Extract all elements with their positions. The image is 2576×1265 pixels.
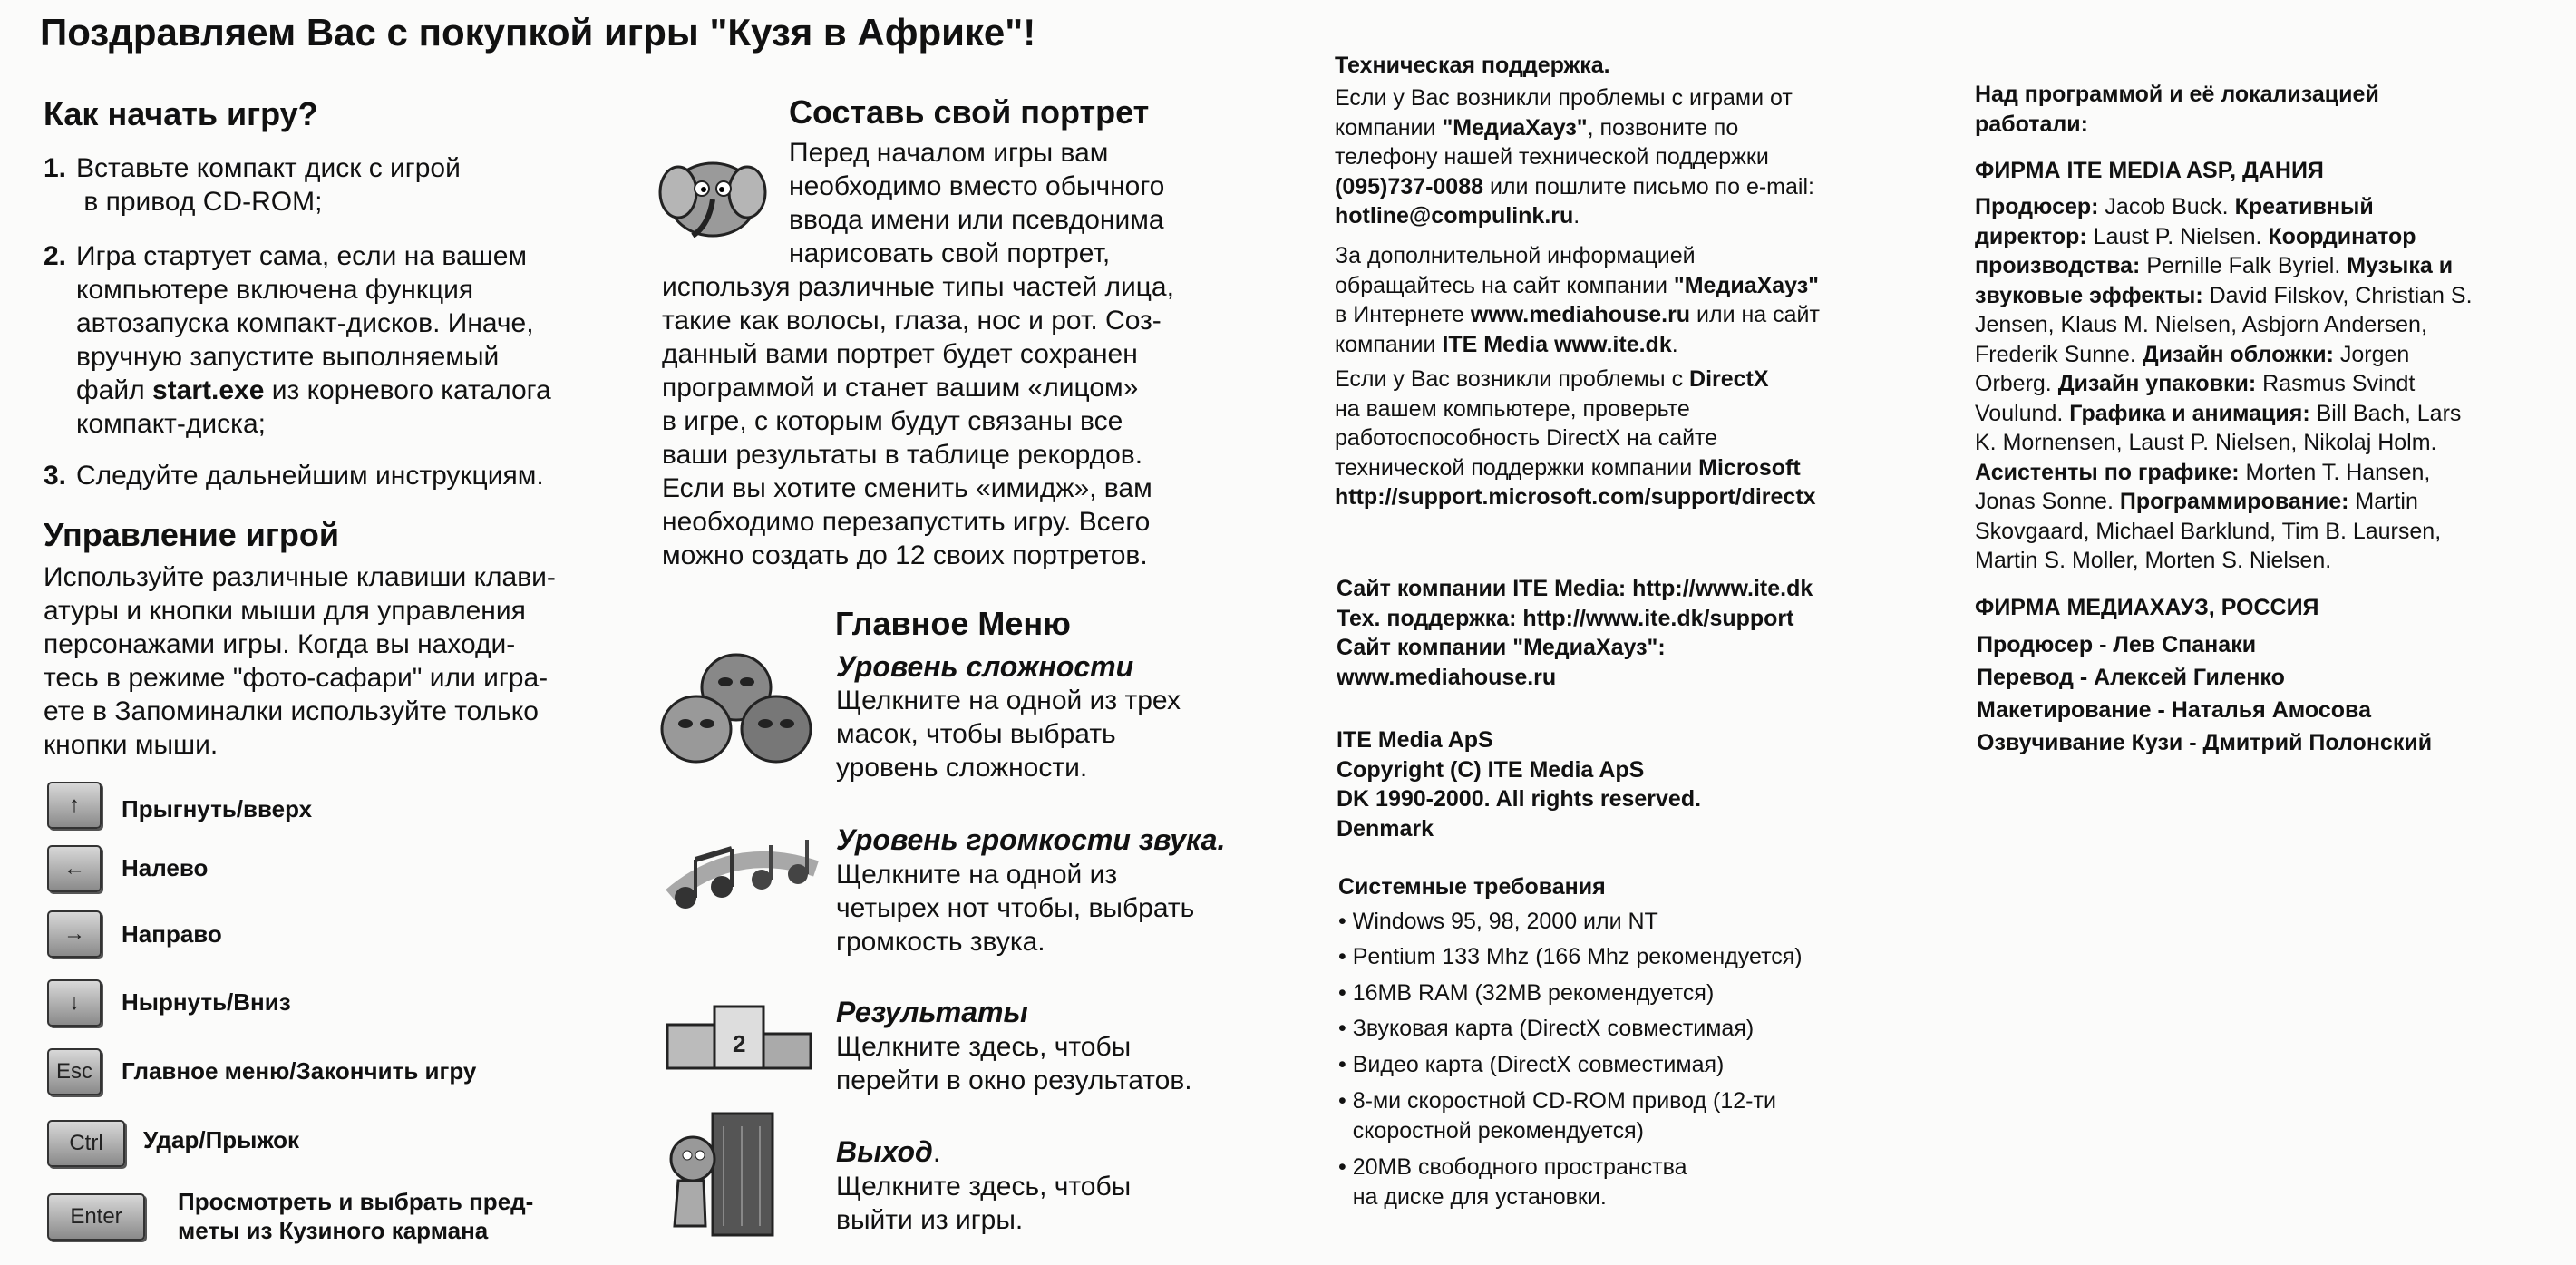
step-3-number: 3. xyxy=(44,461,67,491)
support-phone: (095)737-0088 xyxy=(1335,173,1484,199)
support-paragraph-1: Если у Вас возникли проблемы с играми от компании "МедиаХауз", позвоните по телефону нашей технической поддержки (095)737-0088 или пошлите письмо по e-mail: hotline@compulink.ru. xyxy=(1335,85,1814,229)
key-row-up xyxy=(47,782,102,829)
key-row-right xyxy=(47,910,102,958)
podium-results-icon xyxy=(658,988,820,1072)
credits-russian-team: Продюсер - Лев Спанаки Перевод - Алексей Гиленко Макетирование - Наталья Амосова Озвучивание Кузи - Дмитрий Полонский xyxy=(1977,632,2433,755)
menu-volume-text: Щелкните на одной из четырех нот чтобы, выбрать громкость звука. xyxy=(836,860,1195,957)
copyright-block: ITE Media ApS Copyright (C) ITE Media ApS DK 1990-2000. All rights reserved. Denmark xyxy=(1337,727,1702,842)
sysreq-item: • Pentium 133 Mhz (166 Mhz рекомендуется) xyxy=(1338,944,1803,969)
key-row-left xyxy=(47,845,102,892)
masks-difficulty-icon xyxy=(658,651,814,765)
credits-roles: Продюсер: Jacob Buck. Креативный директор: Laust P. Nielsen. Координатор производства: Pernille Falk Byriel. Музыка и звуковые эффекты: David Filskov, Christian S. Jensen, Klaus M. Nielsen, Asbjorn Andersen, Frederik Sunne. Дизайн обложки: Jorgen Orberg. Дизайн упаковки: Rasmus Svindt Voulund. Графика и анимация: Bill Bach, Lars K. Mornensen, Laust P. Nielsen, Nikolaj Holm. Асистенты по графике: Morten T. Hansen, Jonas Sonne. Программирование: Martin Skovgaard, Michael Barklund, Tim B. Laursen, Martin S. Moller, Morten S. Nielsen. xyxy=(1975,194,2473,573)
support-links: Сайт компании ITE Media: http://www.ite.dk Тех. поддержка: http://www.ite.dk/support Сайт компании "МедиаХауз": www.mediahouse.ru xyxy=(1337,576,1813,690)
menu-results-title: Результаты xyxy=(836,996,1028,1028)
main-menu-heading: Главное Меню xyxy=(835,605,1071,642)
menu-exit-title: Выход. xyxy=(836,1135,941,1168)
credits-company-mediahouse: ФИРМА МЕДИАХАУЗ, РОССИЯ xyxy=(1975,595,2319,620)
arrow-left-key-icon: ← xyxy=(47,845,102,892)
ctrl-key-icon: Ctrl xyxy=(47,1120,125,1167)
key-row-ctrl xyxy=(47,1120,125,1167)
menu-difficulty-text: Щелкните на одной из трех масок, чтобы выбрать уровень сложности. xyxy=(836,686,1181,783)
support-paragraph-3: Если у Вас возникли проблемы с DirectX на вашем компьютере, проверьте работоспособность DirectX на сайте технической поддержки компании Microsoft http://support.microsoft.com/support/directx xyxy=(1335,366,1816,510)
support-heading: Техническая поддержка. xyxy=(1335,53,1610,78)
key-label-up: Прыгнуть/вверх xyxy=(122,795,313,822)
portrait-text-bottom: используя различные типы частей лица, такие как волосы, глаза, нос и рот. Соз- данный вами портрет будет сохранен программой и станет вашим «лицом» в игре, с которым будут связаны все ваши результаты в таблице рекордов. Если вы хотите сменить «имидж», вам необходимо перезапустить игру. Всего можно создать до 12 своих портретов. xyxy=(662,272,1174,570)
key-row-esc xyxy=(47,1048,102,1095)
key-label-enter: Просмотреть и выбрать пред- меты из Кузиного кармана xyxy=(178,1188,534,1244)
sysreq-item: • 16MB RAM (32MB рекомендуется) xyxy=(1338,980,1715,1006)
controls-heading: Управление игрой xyxy=(44,516,339,553)
key-row-enter xyxy=(47,1193,145,1241)
enter-key-icon: Enter xyxy=(47,1193,145,1241)
portrait-heading: Составь свой портрет xyxy=(789,93,1150,131)
arrow-up-key-icon: ↑ xyxy=(47,782,102,829)
mediahouse-site: www.mediahouse.ru xyxy=(1470,302,1691,327)
key-label-right: Направо xyxy=(122,920,222,948)
menu-exit-text: Щелкните здесь, чтобы выйти из игры. xyxy=(836,1172,1132,1235)
menu-volume-title: Уровень громкости звука. xyxy=(836,823,1226,856)
sysreq-item: • 8-ми скоростной CD-ROM привод (12-ти скоростной рекомендуется) xyxy=(1338,1088,1776,1143)
controls-text: Используйте различные клавиши клави- атуры и кнопки мыши для управления персонажами игры. Когда вы находи- тесь в режиме "фото-сафари" или игра- ете в Запоминалки используйте только кнопки мыши. xyxy=(44,562,556,760)
page-title: Поздравляем Вас с покупкой игры "Кузя в Африке"! xyxy=(40,11,1036,54)
elephant-portrait-icon xyxy=(656,152,769,247)
sysreq-item: • 20MB свободного пространства на диске для установки. xyxy=(1338,1154,1687,1210)
support-email: hotline@compulink.ru xyxy=(1335,203,1574,229)
step-1-number: 1. xyxy=(44,153,67,183)
arrow-down-key-icon: ↓ xyxy=(47,979,102,1027)
portrait-text-top: Перед началом игры вам необходимо вместо обычного ввода имени или псевдонима нарисовать свой портрет, xyxy=(789,138,1165,268)
key-row-down xyxy=(47,979,102,1027)
sysreq-item: • Звуковая карта (DirectX совместимая) xyxy=(1338,1016,1755,1041)
key-label-ctrl: Удар/Прыжок xyxy=(143,1126,300,1153)
step-3-text: Следуйте дальнейшим инструкциям. xyxy=(76,461,544,491)
menu-difficulty-title: Уровень сложности xyxy=(836,650,1134,683)
start-exe-filename: start.exe xyxy=(151,375,265,405)
credits-company-ite: ФИРМА ITE MEDIA ASP, ДАНИЯ xyxy=(1975,158,2324,183)
sysreq-item: • Windows 95, 98, 2000 или NT xyxy=(1338,909,1658,934)
start-heading: Как начать игру? xyxy=(44,95,318,132)
exit-door-icon xyxy=(660,1108,782,1241)
svg-text:2: 2 xyxy=(733,1030,746,1057)
esc-key-icon: Esc xyxy=(47,1048,102,1095)
key-label-down: Нырнуть/Вниз xyxy=(122,988,291,1016)
step-2-text: Игра стартует сама, если на вашем компьютере включена функция автозапуска компакт-дисков. Иначе, вручную запустите выполняемый файл start.exe из корневого каталога компакт-диска; xyxy=(76,241,551,439)
music-notes-volume-icon xyxy=(662,832,821,916)
key-label-esc: Главное меню/Закончить игру xyxy=(122,1057,477,1085)
step-1-text: Вставьте компакт диск с игрой в привод CD-ROM; xyxy=(76,153,461,217)
credits-heading: Над программой и её локализацией работали: xyxy=(1975,82,2379,137)
sysreq-heading: Системные требования xyxy=(1338,874,1606,900)
key-label-left: Налево xyxy=(122,854,209,881)
step-2-number: 2. xyxy=(44,241,67,271)
support-paragraph-2: За дополнительной информацией обращайтесь на сайт компании "МедиаХауз" в Интернете www.mediahouse.ru или на сайт компании ITE Media www.ite.dk. xyxy=(1335,243,1820,357)
microsoft-support-url: http://support.microsoft.com/support/directx xyxy=(1335,484,1816,510)
menu-results-text: Щелкните здесь, чтобы перейти в окно результатов. xyxy=(836,1032,1192,1095)
arrow-right-key-icon: → xyxy=(47,910,102,958)
sysreq-item: • Видео карта (DirectX совместимая) xyxy=(1338,1052,1725,1077)
ite-site: ITE Media www.ite.dk xyxy=(1442,331,1672,357)
